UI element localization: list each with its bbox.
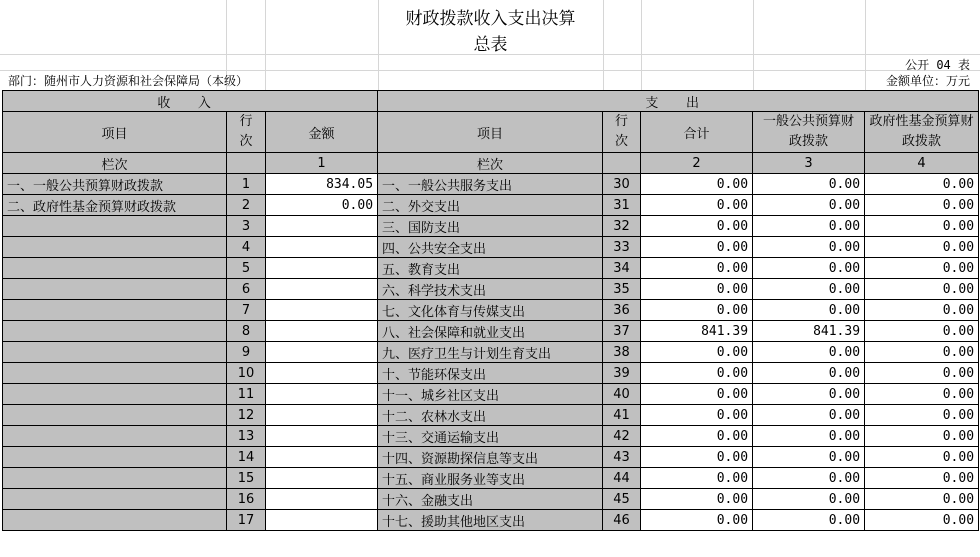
income-amount-cell[interactable] [266,300,378,321]
expense-general-cell[interactable]: 0.00 [753,447,865,468]
expense-total-cell[interactable]: 0.00 [641,237,753,258]
income-row-no-cell[interactable]: 13 [227,426,266,447]
col-exp-row-no: 行次 [603,112,641,153]
expense-total-cell[interactable]: 0.00 [641,489,753,510]
expense-row-no-cell[interactable]: 44 [603,468,641,489]
col-item: 项目 [3,112,227,153]
expense-total-cell[interactable]: 0.00 [641,258,753,279]
expense-general-cell[interactable]: 0.00 [753,405,865,426]
income-item-cell[interactable] [3,363,227,384]
expense-item-cell[interactable]: 一、一般公共服务支出 [378,174,603,195]
income-amount-cell[interactable] [266,384,378,405]
income-item-cell[interactable] [3,216,227,237]
table-row [3,510,979,531]
expense-item-cell[interactable]: 十、节能环保支出 [378,363,603,384]
income-item-cell[interactable] [3,384,227,405]
column-header-row [3,112,979,153]
table-row [3,174,979,195]
expense-gov-fund-cell[interactable]: 0.00 [865,342,979,363]
income-row-no-cell[interactable]: 9 [227,342,266,363]
income-amount-cell[interactable] [266,216,378,237]
income-item-cell[interactable] [3,300,227,321]
col-general-budget: 一般公共预算财政拨款 [753,112,865,153]
index-label: 栏次 [3,153,227,174]
col-amount: 金额 [266,112,378,153]
expense-gov-fund-cell[interactable]: 0.00 [865,300,979,321]
expense-total-cell[interactable]: 0.00 [641,510,753,531]
income-item-cell[interactable] [3,237,227,258]
report-title: 财政拨款收入支出决算 [405,9,576,29]
income-row-no-cell[interactable]: 15 [227,468,266,489]
expense-general-cell[interactable]: 0.00 [753,363,865,384]
expense-total-cell[interactable]: 0.00 [641,216,753,237]
expense-row-no-cell[interactable]: 33 [603,237,641,258]
expense-total-cell[interactable]: 0.00 [641,363,753,384]
income-row-no-cell[interactable]: 6 [227,279,266,300]
expense-total-cell[interactable]: 0.00 [641,174,753,195]
expense-gov-fund-cell[interactable]: 0.00 [865,174,979,195]
col-exp-item: 项目 [378,112,603,153]
expense-gov-fund-cell[interactable]: 0.00 [865,321,979,342]
col-gov-fund: 政府性基金预算财政拨款 [865,112,979,153]
expense-general-cell[interactable]: 0.00 [753,174,865,195]
income-row-no-cell[interactable]: 2 [227,195,266,216]
grid-line [603,0,604,90]
expense-general-cell[interactable]: 0.00 [753,426,865,447]
expense-total-cell[interactable]: 841.39 [641,321,753,342]
unit-label: 金额单位：万元 [885,74,970,88]
table-row [3,363,979,384]
table-row [3,426,979,447]
grid-line [265,0,266,90]
section-header-row [3,91,979,112]
index-blank [227,153,266,174]
table-row [3,489,979,510]
grid-line [0,70,980,71]
expense-item-cell[interactable]: 六、科学技术支出 [378,279,603,300]
expense-gov-fund-cell[interactable]: 0.00 [865,468,979,489]
income-amount-cell[interactable]: 834.05 [266,174,378,195]
expense-section-header: 支 出 [378,91,979,112]
expense-general-cell[interactable]: 0.00 [753,300,865,321]
income-row-no-cell[interactable]: 14 [227,447,266,468]
income-amount-cell[interactable] [266,363,378,384]
income-section-header: 收 入 [3,91,378,112]
table-row [3,216,979,237]
expense-total-cell[interactable]: 0.00 [641,426,753,447]
expense-general-cell[interactable]: 0.00 [753,384,865,405]
grid-line [753,0,754,90]
income-row-no-cell[interactable]: 17 [227,510,266,531]
expense-gov-fund-cell[interactable]: 0.00 [865,447,979,468]
income-item-cell[interactable] [3,405,227,426]
expense-total-cell[interactable]: 0.00 [641,300,753,321]
income-row-no-cell[interactable]: 12 [227,405,266,426]
expense-item-cell[interactable]: 四、公共安全支出 [378,237,603,258]
income-amount-cell[interactable] [266,342,378,363]
expense-row-no-cell[interactable]: 39 [603,363,641,384]
index-gov: 4 [865,153,979,174]
expense-general-cell[interactable]: 841.39 [753,321,865,342]
table-row [3,342,979,363]
expense-total-cell[interactable]: 0.00 [641,195,753,216]
income-item-cell[interactable]: 二、政府性基金预算财政拨款 [3,195,227,216]
table-row [3,258,979,279]
table-row [3,195,979,216]
expense-total-cell[interactable]: 0.00 [641,279,753,300]
expense-general-cell[interactable]: 0.00 [753,489,865,510]
income-amount-cell[interactable] [266,426,378,447]
income-item-cell[interactable] [3,342,227,363]
index-total: 2 [641,153,753,174]
income-row-no-cell[interactable]: 1 [227,174,266,195]
expense-item-cell[interactable]: 二、外交支出 [378,195,603,216]
expense-row-no-cell[interactable]: 46 [603,510,641,531]
income-amount-cell[interactable] [266,468,378,489]
expense-row-no-cell[interactable]: 32 [603,216,641,237]
expense-item-cell[interactable]: 十二、农林水支出 [378,405,603,426]
expense-item-cell[interactable]: 十一、城乡社区支出 [378,384,603,405]
expense-gov-fund-cell[interactable]: 0.00 [865,363,979,384]
income-row-no-cell[interactable]: 10 [227,363,266,384]
expense-item-cell[interactable]: 八、社会保障和就业支出 [378,321,603,342]
income-row-no-cell[interactable]: 8 [227,321,266,342]
table-row [3,237,979,258]
index-amount: 1 [266,153,378,174]
expense-row-no-cell[interactable]: 38 [603,342,641,363]
column-index-row [3,153,979,174]
expense-general-cell[interactable]: 0.00 [753,342,865,363]
expense-row-no-cell[interactable]: 45 [603,489,641,510]
form-number: 公开 04 表 [905,58,970,72]
income-row-no-cell[interactable]: 7 [227,300,266,321]
col-total: 合计 [641,112,753,153]
expense-item-cell[interactable]: 十七、援助其他地区支出 [378,510,603,531]
expense-total-cell[interactable]: 0.00 [641,342,753,363]
income-amount-cell[interactable] [266,279,378,300]
income-amount-cell[interactable] [266,510,378,531]
table-row [3,321,979,342]
expense-gov-fund-cell[interactable]: 0.00 [865,237,979,258]
expense-gov-fund-cell[interactable]: 0.00 [865,426,979,447]
expense-general-cell[interactable]: 0.00 [753,216,865,237]
expense-total-cell[interactable]: 0.00 [641,384,753,405]
expense-general-cell[interactable]: 0.00 [753,510,865,531]
expense-total-cell[interactable]: 0.00 [641,447,753,468]
expense-item-cell[interactable]: 九、医疗卫生与计划生育支出 [378,342,603,363]
index-general: 3 [753,153,865,174]
budget-table [2,90,979,531]
index-exp-label: 栏次 [378,153,603,174]
expense-gov-fund-cell[interactable]: 0.00 [865,489,979,510]
income-item-cell[interactable] [3,258,227,279]
income-amount-cell[interactable] [266,258,378,279]
expense-gov-fund-cell[interactable]: 0.00 [865,258,979,279]
income-amount-cell[interactable] [266,447,378,468]
expense-row-no-cell[interactable]: 30 [603,174,641,195]
table-row [3,447,979,468]
income-item-cell[interactable] [3,489,227,510]
table-row [3,300,979,321]
expense-gov-fund-cell[interactable]: 0.00 [865,279,979,300]
income-row-no-cell[interactable]: 16 [227,489,266,510]
income-row-no-cell[interactable]: 3 [227,216,266,237]
income-item-cell[interactable] [3,279,227,300]
income-item-cell[interactable]: 一、一般公共预算财政拨款 [3,174,227,195]
expense-item-cell[interactable]: 七、文化体育与传媒支出 [378,300,603,321]
expense-gov-fund-cell[interactable]: 0.00 [865,195,979,216]
table-row [3,405,979,426]
expense-general-cell[interactable]: 0.00 [753,468,865,489]
expense-row-no-cell[interactable]: 31 [603,195,641,216]
expense-general-cell[interactable]: 0.00 [753,195,865,216]
index-blank [603,153,641,174]
income-item-cell[interactable] [3,468,227,489]
income-amount-cell[interactable] [266,321,378,342]
col-row-no: 行次 [227,112,266,153]
expense-gov-fund-cell[interactable]: 0.00 [865,216,979,237]
expense-row-no-cell[interactable]: 42 [603,426,641,447]
expense-total-cell[interactable]: 0.00 [641,405,753,426]
expense-row-no-cell[interactable]: 43 [603,447,641,468]
expense-row-no-cell[interactable]: 34 [603,258,641,279]
department-label: 部门：随州市人力资源和社会保障局（本级） [8,74,249,88]
income-amount-cell[interactable]: 0.00 [266,195,378,216]
table-row [3,384,979,405]
income-row-no-cell[interactable]: 5 [227,258,266,279]
income-amount-cell[interactable] [266,237,378,258]
expense-general-cell[interactable]: 0.00 [753,237,865,258]
income-item-cell[interactable] [3,321,227,342]
table-row [3,279,979,300]
income-row-no-cell[interactable]: 4 [227,237,266,258]
expense-item-cell[interactable]: 十四、资源勘探信息等支出 [378,447,603,468]
expense-row-no-cell[interactable]: 40 [603,384,641,405]
table-row [3,468,979,489]
expense-gov-fund-cell[interactable]: 0.00 [865,405,979,426]
income-item-cell[interactable] [3,426,227,447]
expense-item-cell[interactable]: 十五、商业服务业等支出 [378,468,603,489]
expense-general-cell[interactable]: 0.00 [753,279,865,300]
expense-item-cell[interactable]: 十六、金融支出 [378,489,603,510]
expense-total-cell[interactable]: 0.00 [641,468,753,489]
income-amount-cell[interactable] [266,489,378,510]
expense-item-cell[interactable]: 五、教育支出 [378,258,603,279]
income-item-cell[interactable] [3,447,227,468]
grid-line [641,0,642,90]
expense-row-no-cell[interactable]: 35 [603,279,641,300]
expense-item-cell[interactable]: 十三、交通运输支出 [378,426,603,447]
income-row-no-cell[interactable]: 11 [227,384,266,405]
expense-row-no-cell[interactable]: 37 [603,321,641,342]
income-amount-cell[interactable] [266,405,378,426]
expense-row-no-cell[interactable]: 41 [603,405,641,426]
expense-gov-fund-cell[interactable]: 0.00 [865,384,979,405]
grid-line [865,0,866,90]
expense-general-cell[interactable]: 0.00 [753,258,865,279]
expense-item-cell[interactable]: 三、国防支出 [378,216,603,237]
expense-gov-fund-cell[interactable]: 0.00 [865,510,979,531]
expense-row-no-cell[interactable]: 36 [603,300,641,321]
income-item-cell[interactable] [3,510,227,531]
report-subtitle: 总表 [473,35,508,55]
